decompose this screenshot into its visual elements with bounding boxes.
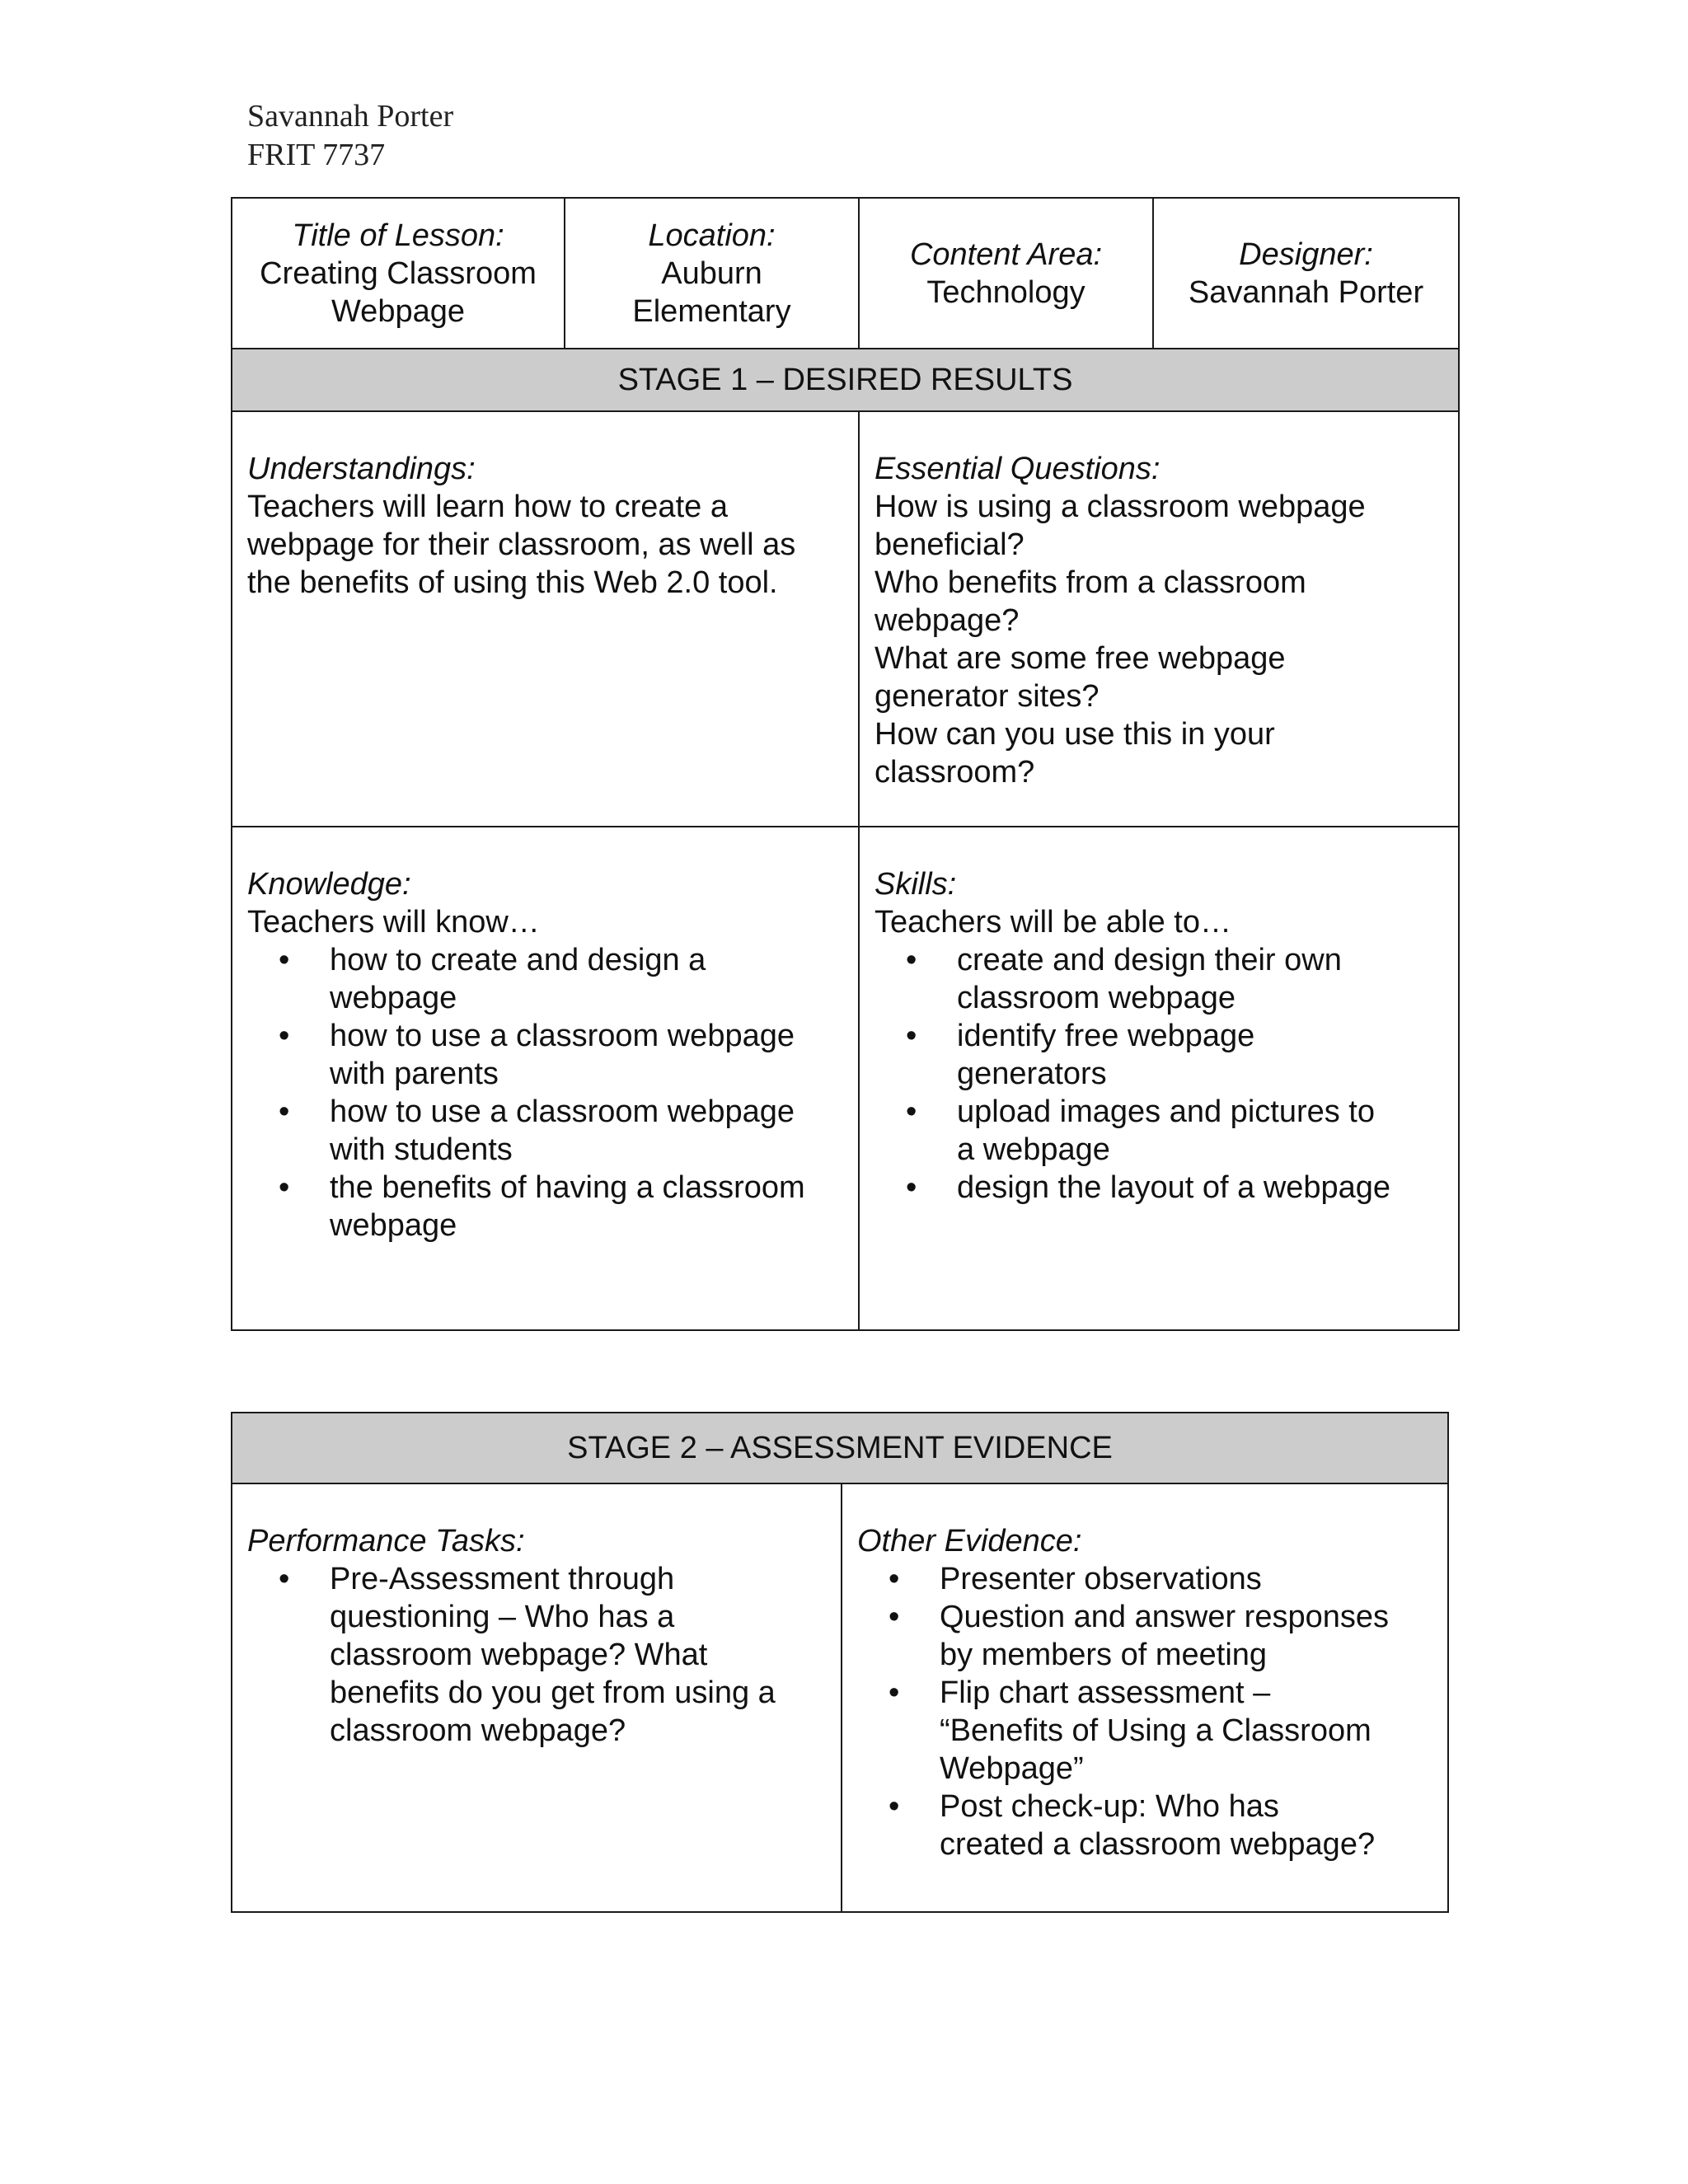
knowledge-skills-row [232, 827, 1459, 1330]
performance-task-line: classroom webpage? [330, 1713, 626, 1748]
other-evidence-line: • Flip chart assessment – [940, 1675, 1271, 1710]
performance-task-line: • Pre-Assessment through [330, 1562, 675, 1596]
skills-cell [859, 827, 1459, 1330]
performance-tasks-cell [232, 1483, 842, 1912]
location-line: Auburn [661, 255, 762, 291]
document-header [247, 97, 453, 175]
skills-item-line: • design the layout of a webpage [957, 1170, 1391, 1205]
location-label: Location: [648, 218, 776, 253]
course-code: FRIT 7737 [247, 138, 386, 172]
performance-task-line: classroom webpage? What [330, 1638, 708, 1672]
stage1-banner-row [232, 349, 1459, 411]
other-evidence-label: Other Evidence: [857, 1524, 1082, 1558]
knowledge-cell [232, 827, 859, 1330]
understandings-cell [232, 411, 859, 827]
knowledge-item [330, 1093, 843, 1169]
location-line: Elementary [632, 293, 791, 329]
designer-label: Designer: [1239, 237, 1373, 272]
stage2-banner-row [232, 1413, 1448, 1483]
content-area-cell [859, 198, 1153, 349]
essential-questions-label: Essential Questions: [874, 452, 1160, 486]
designer-cell [1153, 198, 1459, 349]
understandings-line: Teachers will learn how to create a [247, 490, 728, 524]
other-evidence-line: • Presenter observations [940, 1562, 1262, 1596]
performance-tasks-list [247, 1560, 826, 1750]
knowledge-item-line: • how to use a classroom webpage [330, 1019, 795, 1053]
other-evidence-line: “Benefits of Using a Classroom [940, 1713, 1372, 1748]
knowledge-item-line: • the benefits of having a classroom [330, 1170, 805, 1205]
knowledge-list [247, 941, 843, 1244]
title-of-lesson-line: Webpage [331, 293, 465, 329]
knowledge-item [330, 941, 843, 1017]
knowledge-item [330, 1017, 843, 1093]
essential-question-line: classroom? [874, 755, 1035, 790]
skills-list [874, 941, 1443, 1207]
other-evidence-item [940, 1598, 1432, 1674]
stage2-banner: STAGE 2 – ASSESSMENT EVIDENCE [232, 1413, 1448, 1483]
essential-question-line: beneficial? [874, 527, 1025, 562]
stage1-table [231, 197, 1460, 1331]
understandings-line: webpage for their classroom, as well as [247, 527, 796, 562]
other-evidence-line: • Post check-up: Who has [940, 1789, 1279, 1824]
performance-tasks-label: Performance Tasks: [247, 1524, 525, 1558]
title-of-lesson-line: Creating Classroom [260, 255, 537, 291]
understandings-row [232, 411, 1459, 827]
other-evidence-line: by members of meeting [940, 1638, 1268, 1672]
knowledge-item-line: webpage [330, 1208, 457, 1243]
essential-question-line: How is using a classroom webpage [874, 490, 1366, 524]
skills-intro: Teachers will be able to… [874, 905, 1231, 940]
essential-question-line: webpage? [874, 603, 1020, 638]
stage2-table [231, 1412, 1449, 1913]
title-of-lesson-cell [232, 198, 565, 349]
performance-task-item [330, 1560, 826, 1750]
other-evidence-item [940, 1788, 1432, 1863]
skills-item [957, 941, 1443, 1017]
knowledge-item-line: webpage [330, 981, 457, 1015]
essential-question-line: What are some free webpage [874, 641, 1286, 676]
other-evidence-line: created a classroom webpage? [940, 1827, 1376, 1862]
author-name: Savannah Porter [247, 99, 454, 134]
knowledge-item-line: • how to create and design a [330, 943, 706, 977]
essential-question-line: Who benefits from a classroom [874, 565, 1306, 600]
knowledge-item-line: with students [330, 1132, 513, 1167]
essential-questions-cell [859, 411, 1459, 827]
knowledge-item-line: • how to use a classroom webpage [330, 1094, 795, 1129]
other-evidence-line: Webpage” [940, 1751, 1084, 1786]
knowledge-label: Knowledge: [247, 867, 411, 902]
skills-item-line: • upload images and pictures to [957, 1094, 1375, 1129]
other-evidence-list [857, 1560, 1432, 1863]
skills-label: Skills: [874, 867, 957, 902]
knowledge-item [330, 1169, 843, 1244]
location-cell [565, 198, 859, 349]
skills-item [957, 1169, 1443, 1207]
skills-item-line: classroom webpage [957, 981, 1236, 1015]
performance-task-line: benefits do you get from using a [330, 1675, 776, 1710]
understandings-label: Understandings: [247, 452, 476, 486]
content-area-value: Technology [926, 274, 1085, 310]
skills-item-line: a webpage [957, 1132, 1110, 1167]
other-evidence-item [940, 1560, 1432, 1598]
essential-question-line: How can you use this in your [874, 717, 1275, 752]
lesson-info-row [232, 198, 1459, 349]
designer-value: Savannah Porter [1188, 274, 1424, 310]
stage1-banner: STAGE 1 – DESIRED RESULTS [232, 349, 1459, 411]
other-evidence-cell [842, 1483, 1448, 1912]
other-evidence-item [940, 1674, 1432, 1788]
performance-task-line: questioning – Who has a [330, 1600, 675, 1634]
other-evidence-line: • Question and answer responses [940, 1600, 1389, 1634]
skills-item-line: • create and design their own [957, 943, 1342, 977]
knowledge-intro: Teachers will know… [247, 905, 540, 940]
skills-item-line: • identify free webpage [957, 1019, 1255, 1053]
knowledge-item-line: with parents [330, 1057, 499, 1091]
skills-item [957, 1093, 1443, 1169]
understandings-line: the benefits of using this Web 2.0 tool. [247, 565, 778, 600]
content-area-label: Content Area: [909, 237, 1103, 272]
evidence-row [232, 1483, 1448, 1912]
skills-item-line: generators [957, 1057, 1107, 1091]
title-of-lesson-label: Title of Lesson: [292, 218, 504, 253]
skills-item [957, 1017, 1443, 1093]
essential-question-line: generator sites? [874, 679, 1100, 714]
